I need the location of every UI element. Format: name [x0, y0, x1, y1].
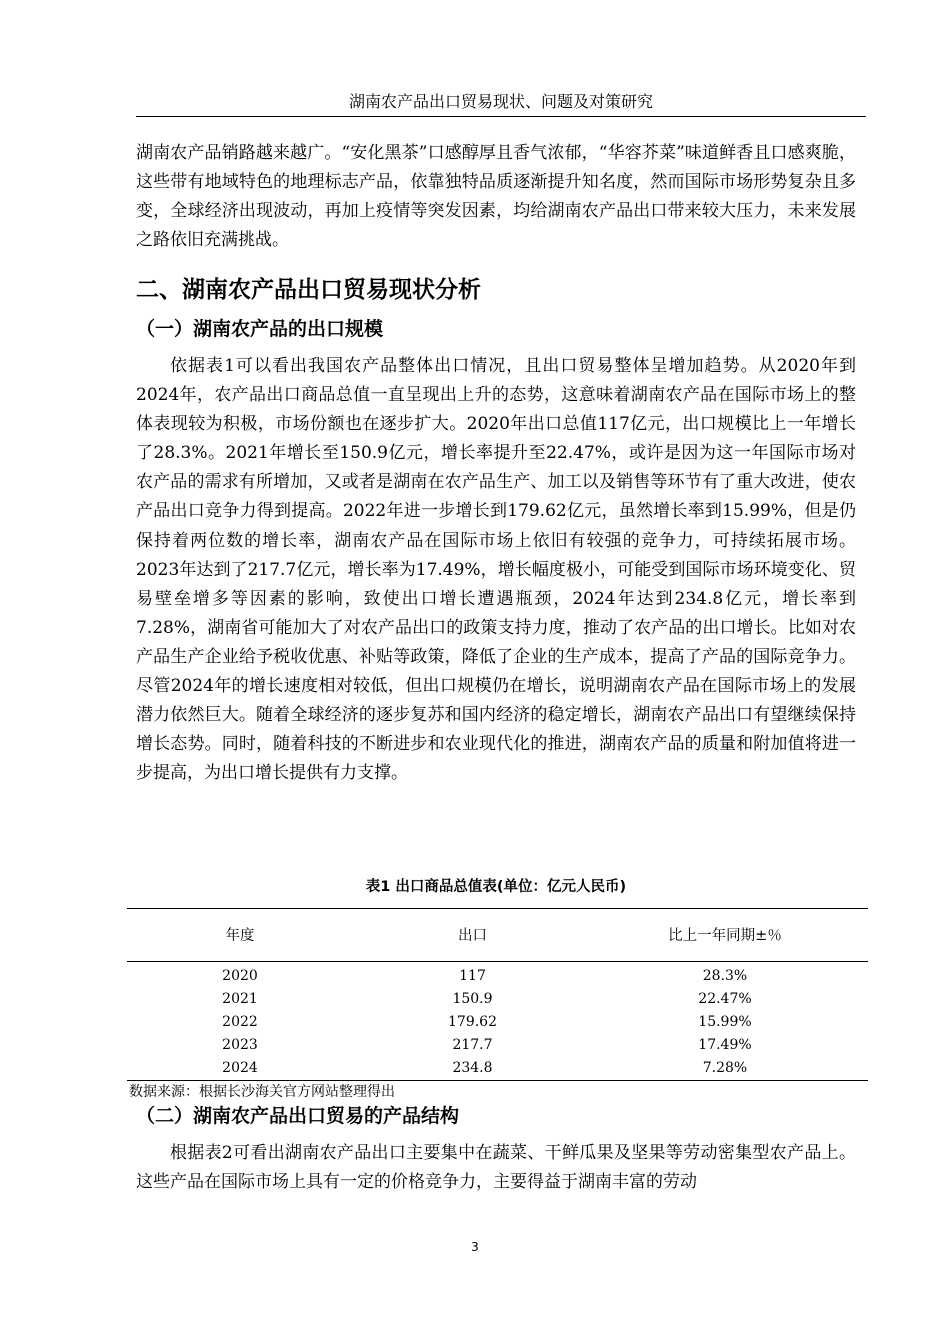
table-cell-growth: 28.3%: [702, 968, 748, 984]
table-header-year: 年度: [225, 928, 255, 944]
subsection-heading-structure: （二）湖南农产品出口贸易的产品结构: [136, 1105, 460, 1127]
table-cell-year: 2024: [222, 1060, 258, 1076]
table-header-rule: [127, 961, 868, 962]
header-rule: [136, 116, 866, 117]
table-cell-export: 234.8: [452, 1060, 493, 1076]
table-cell-growth: 22.47%: [698, 991, 752, 1007]
table-cell-export: 117: [459, 968, 486, 984]
table-caption: 表1 出口商品总值表(单位：亿元人民币): [365, 879, 627, 895]
table-cell-year: 2020: [222, 968, 258, 984]
intro-paragraph: 湖南农产品销路越来越广。“安化黑茶”口感醇厚且香气浓郁，“华容芥菜”味道鲜香且口感爽脆，这些带有地域特色的地理标志产品，依靠独特品质逐渐提升知名度，然而国际市场形势复杂且多变，全球经济出现波动，再加上疫情等突发因素，均给湖南农产品出口带来较大压力，未来发展之路依旧充满挑战。: [136, 143, 856, 251]
subsection-heading-scale: （一）湖南农产品的出口规模: [136, 318, 384, 340]
table-cell-growth: 17.49%: [698, 1037, 752, 1053]
table-bottom-rule: [127, 1080, 868, 1081]
product-structure-paragraph: 根据表2可看出湖南农产品出口主要集中在蔬菜、干鲜瓜果及坚果等劳动密集型农产品上。这些产品在国际市场上具有一定的价格竞争力，主要得益于湖南丰富的劳动: [136, 1143, 856, 1193]
table-cell-growth: 15.99%: [698, 1014, 752, 1030]
table-header-growth: 比上一年同期±％: [668, 928, 782, 944]
table-cell-year: 2022: [222, 1014, 258, 1030]
table-cell-export: 179.62: [448, 1014, 497, 1030]
table-cell-year: 2023: [222, 1037, 258, 1053]
table-cell-growth: 7.28%: [702, 1060, 748, 1076]
section-heading: 二、湖南农产品出口贸易现状分析: [136, 277, 481, 303]
table-cell-export: 217.7: [452, 1037, 493, 1053]
table-top-rule: [127, 908, 868, 909]
table-header-export: 出口: [458, 928, 487, 944]
export-scale-paragraph: 依据表1可以看出我国农产品整体出口情况，且出口贸易整体呈增加趋势。从2020年到2024年，农产品出口商品总值一直呈现出上升的态势，这意味着湖南农产品在国际市场上的整体表现较为积极，市场份额也在逐步扩大。2020年出口总值117亿元，出口规模比上一年增长了28.3%。2021年增长至150.9亿元，增长率提升至22.47%，或许是因为这一年国际市场对农产品的需求有所增加，又或者是湖南在农产品生产、加工以及销售等环节有了重大改进，使农产品出口竞争力得到提高。2022年进一步增长到179.62亿元，虽然增长率到15.99%，但是仍保持着两位数的增长率，湖南农产品在国际市场上依旧有较强的竞争力，可持续拓展市场。2023年达到了217.7亿元，增长率为17.49%，增长幅度极小，可能受到国际市场环境变化、贸易壁垒增多等因素的影响，致使出口增长遭遇瓶颈，2024年达到234.8亿元，增长率到7.28%，湖南省可能加大了对农产品出口的政策支持力度，推动了农产品的出口增长。比如对农产品生产企业给予税收优惠、补贴等政策，降低了企业的生产成本，提高了产品的国际竞争力。尽管2024年的增长速度相对较低，但出口规模仍在增长，说明湖南农产品在国际市场上的发展潜力依然巨大。随着全球经济的逐步复苏和国内经济的稳定增长，湖南农产品出口有望继续保持增长态势。同时，随着科技的不断进步和农业现代化的推进，湖南农产品的质量和附加值将进一步提高，为出口增长提供有力支撑。: [136, 356, 856, 784]
table-cell-year: 2021: [222, 991, 258, 1007]
table-source-note: 数据来源：根据长沙海关官方网站整理得出: [129, 1084, 395, 1100]
page-number: 3: [471, 1240, 479, 1254]
table-cell-export: 150.9: [452, 991, 493, 1007]
running-head: 湖南农产品出口贸易现状、问题及对策研究: [348, 92, 653, 111]
